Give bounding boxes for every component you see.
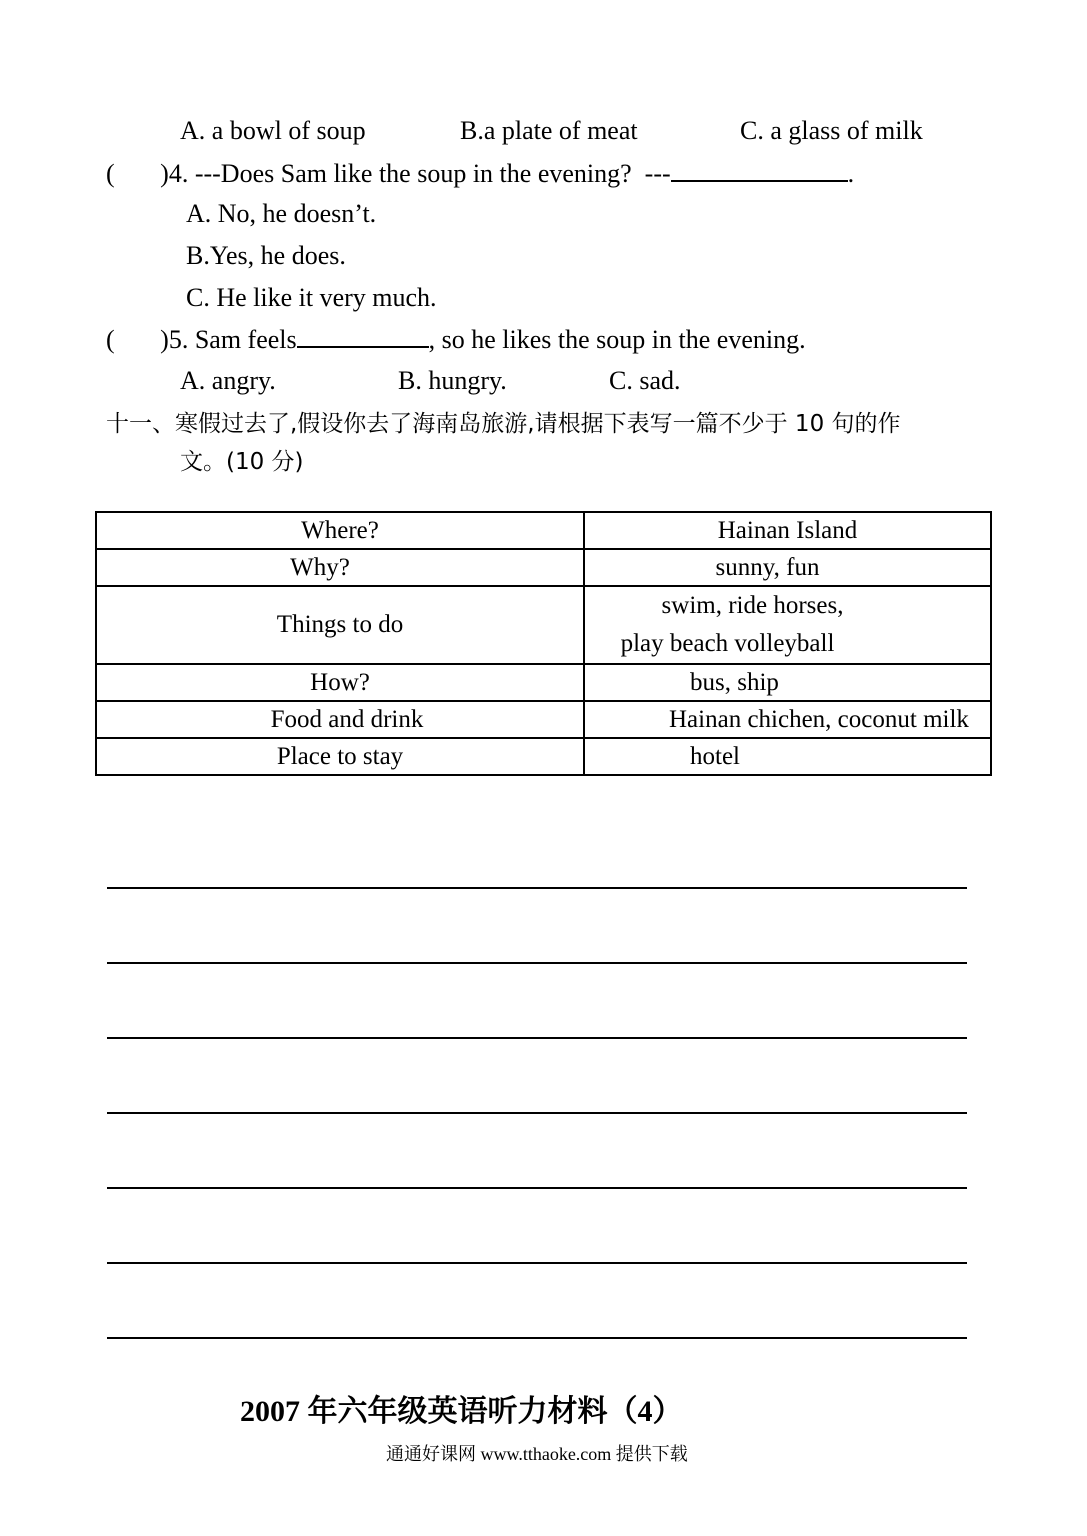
page-title: 2007 年六年级英语听力材料（4） <box>240 1395 683 1428</box>
table-value: bus, ship <box>584 664 991 701</box>
table-value: sunny, fun <box>584 549 991 586</box>
table-value-line: play beach volleyball <box>620 630 835 657</box>
q4-option-c: C. He like it very much. <box>186 283 437 312</box>
q4-question <box>106 158 854 189</box>
section-11-instruction: 十一、寒假过去了,假设你去了海南岛旅游,请根据下表写一篇不少于 10 句的作 <box>106 411 901 437</box>
answer-parenthesis: ( ) <box>106 325 169 354</box>
answer-parenthesis: ( ) <box>106 159 169 188</box>
section-11-instruction-cont: 文。(10 分) <box>180 449 304 475</box>
q4-end-punctuation: . <box>847 159 855 188</box>
q3-option-a: A. a bowl of soup <box>180 116 366 145</box>
table-row <box>96 586 991 664</box>
writing-line[interactable] <box>107 1262 967 1264</box>
answer-blank[interactable] <box>671 158 848 182</box>
table-label: Place to stay <box>96 738 584 775</box>
q4-text: 4. ---Does Sam like the soup in the evening? --- <box>168 159 671 188</box>
table-row <box>96 738 991 775</box>
q3-option-b: B.a plate of meat <box>460 116 638 145</box>
table-row <box>96 512 991 549</box>
q5-text-after: , so he likes the soup in the evening. <box>428 325 806 354</box>
table-value <box>584 586 991 664</box>
answer-blank[interactable] <box>297 324 429 348</box>
writing-line[interactable] <box>107 1037 967 1039</box>
q4-option-b: B.Yes, he does. <box>186 241 346 270</box>
table-label: How? <box>96 664 584 701</box>
q5-option-a: A. angry. <box>180 366 276 395</box>
q5-option-c: C. sad. <box>609 366 681 395</box>
q5-option-b: B. hungry. <box>398 366 507 395</box>
table-value: hotel <box>584 738 991 775</box>
table-label: Things to do <box>96 586 584 664</box>
table-value: Hainan chichen, coconut milk <box>584 701 991 738</box>
table-label: Why? <box>96 549 584 586</box>
table-label: Food and drink <box>96 701 584 738</box>
table-row <box>96 549 991 586</box>
writing-line[interactable] <box>107 1337 967 1339</box>
q5-question <box>106 324 806 355</box>
writing-line[interactable] <box>107 962 967 964</box>
writing-line[interactable] <box>107 1187 967 1189</box>
q3-option-c: C. a glass of milk <box>740 116 923 145</box>
table-label: Where? <box>96 512 584 549</box>
q5-text-before: 5. Sam feels <box>168 325 297 354</box>
table-row <box>96 664 991 701</box>
table-value: Hainan Island <box>584 512 991 549</box>
writing-line[interactable] <box>107 1112 967 1114</box>
table-row <box>96 701 991 738</box>
table-value-line: swim, ride horses, <box>661 592 844 619</box>
travel-info-table <box>95 511 992 776</box>
q4-option-a: A. No, he doesn’t. <box>186 199 377 228</box>
footer-text: 通通好课网 www.tthaoke.com 提供下载 <box>386 1444 688 1464</box>
writing-line[interactable] <box>107 887 967 889</box>
